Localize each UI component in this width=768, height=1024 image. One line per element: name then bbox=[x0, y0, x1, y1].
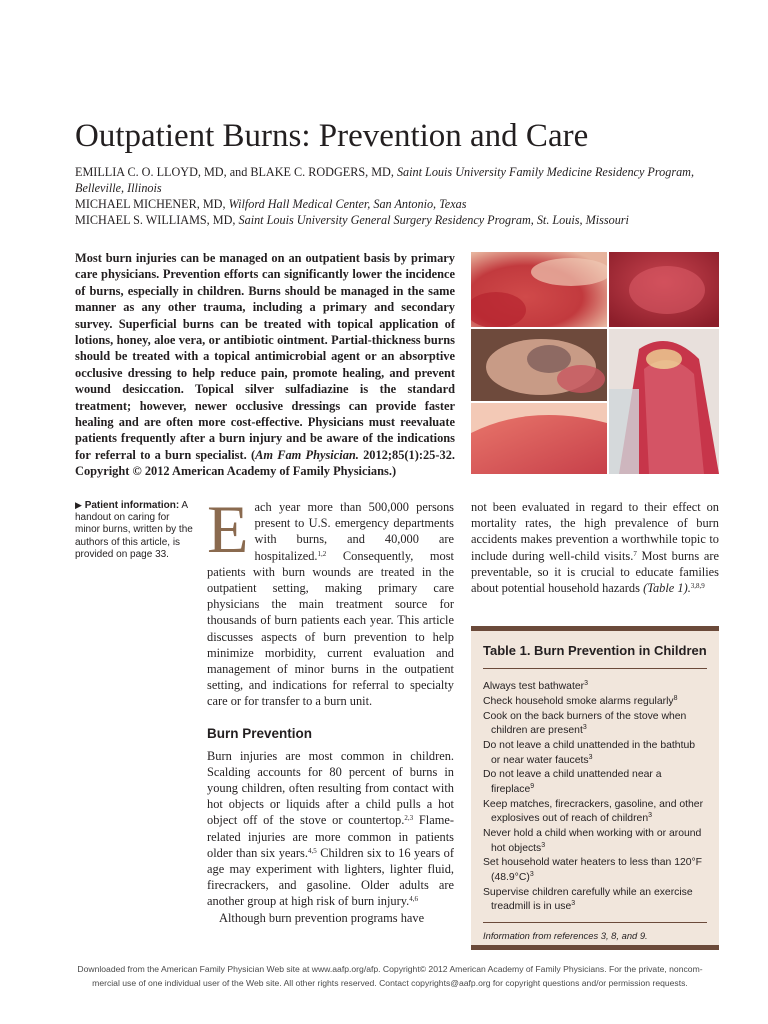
section-heading: Burn Prevention bbox=[207, 725, 313, 741]
author-line bbox=[75, 180, 725, 196]
table-item bbox=[483, 710, 707, 739]
burn-photo-tile bbox=[609, 329, 719, 474]
table-item bbox=[483, 856, 707, 885]
author-line bbox=[75, 212, 725, 228]
reference-sup: 4,5 bbox=[307, 846, 317, 855]
patient-information-lead: Patient information: bbox=[84, 500, 180, 511]
table-item-text: Check household smoke alarms regularly bbox=[483, 695, 674, 707]
reference-sup: 3 bbox=[648, 812, 653, 820]
footer-line: Downloaded from the American Family Physician Web site at www.aafp.org/afp. Copyright© 2012 American Academy of Family Physicians. For the private, noncom- bbox=[77, 964, 703, 974]
body-text: Children six to 16 years of age may experiment with lighters, lighter fluid, firecrackers, and gasoline. Older adults are another group at high risk of burn injury. bbox=[207, 845, 454, 909]
table-divider bbox=[483, 668, 707, 669]
reference-sup: 8 bbox=[673, 694, 678, 702]
body-paragraph bbox=[207, 748, 454, 910]
intro-paragraph bbox=[207, 491, 454, 710]
author-affiliation: Saint Louis University General Surgery Residency Program, St. Louis, Missouri bbox=[238, 213, 629, 227]
body-text: Most burns are preventable, so it is crucial to educate families about potential household hazards bbox=[471, 548, 719, 596]
body-paragraph bbox=[207, 910, 454, 926]
table-item-text: Do not leave a child unattended in the bathtub or near water faucets bbox=[483, 739, 696, 766]
reference-sup: 3,8,9 bbox=[690, 582, 705, 591]
author-line bbox=[75, 196, 725, 212]
body-column-right bbox=[471, 499, 719, 596]
table-list bbox=[483, 680, 707, 915]
author-affiliation-cont: Belleville, Illinois bbox=[75, 181, 162, 195]
table-item-text: Supervise children carefully while an exercise treadmill is in use bbox=[483, 886, 693, 913]
abstract-text: Most burn injuries can be managed on an outpatient basis by primary care physicians. Prevention efforts can significantly lower the incidence of burns, especially in children. Burns should be managed in the same manner as any other trauma, including a primary and secondary survey. Superficial burns can be treated with topical application of lotions, honey, aloe vera, or antibiotic ointment. Partial-thickness burns should be treated with a topical antimicrobial agent or an absorptive occlusive dressing to help reduce pain, promote healing, and prevent wound desiccation. Topical silver sulfadiazine is the standard treatment; however, newer occlusive dressings can provide faster healing and are often more cost-effective. Physicians must reevaluate patients frequently after a burn injury and be aware of the indications for referral to a burn specialist. ( bbox=[75, 251, 455, 462]
abstract-citation: 2012;85(1):25-32. Copyright © 2012 American Academy of Family Physicians.) bbox=[75, 447, 455, 479]
body-column-left bbox=[207, 491, 454, 926]
body-text: Flame-related injuries are more common in patients older than six years. bbox=[207, 813, 454, 860]
patient-information-text: A handout on caring for minor burns, written by the authors of this article, is provided on page 33. bbox=[75, 500, 193, 560]
reference-sup: 4,6 bbox=[409, 895, 418, 904]
body-text: ach year more than 500,000 persons present to U.S. emergency departments with burns, and 40,000 are hospitalized. bbox=[254, 500, 454, 563]
reference-sup: 9 bbox=[530, 782, 535, 790]
author-names: MICHAEL S. WILLIAMS, MD, bbox=[75, 213, 236, 227]
author-affiliation: Wilford Hall Medical Center, San Antonio, Texas bbox=[228, 197, 467, 211]
table-footnote: Information from references 3, 8, and 9. bbox=[483, 930, 648, 941]
reference-sup: 3 bbox=[582, 724, 587, 732]
author-names: MICHAEL MICHENER, MD, bbox=[75, 197, 226, 211]
burn-photo-collage bbox=[471, 252, 719, 474]
table-item bbox=[483, 739, 707, 768]
triangle-marker-icon: ▶ bbox=[75, 500, 82, 510]
body-text: Although burn prevention programs have bbox=[219, 910, 425, 925]
reference-sup: 2,3 bbox=[404, 814, 414, 823]
table-item bbox=[483, 695, 707, 710]
body-text: not been evaluated in regard to their effect on mortality rates, the high prevalence of burn accidents makes prevention a worthwhile topic to include during well-child visits. bbox=[471, 500, 719, 563]
author-line bbox=[75, 164, 725, 180]
table-item-text: Never hold a child when working with or around hot objects bbox=[483, 828, 702, 854]
author-names: EMILLIA C. O. LLOYD, MD, and BLAKE C. RODGERS, MD, bbox=[75, 165, 394, 179]
body-text: Consequently, most patients with burn wounds are treated in the outpatient setting, making primary care physicians the main treatment source for thousands of burn patients each year. This article discusses aspects of burn prevention to help minimize morbidity, current evaluation and management of minor burns in the outpatient setting, and indications for referral to specialty care or for transfer to a burn unit. bbox=[207, 548, 454, 709]
body-text: Burn injuries are most common in children. Scalding accounts for 80 percent of burns in young children, often resulting from contact with hot objects or liquids after a child pulls a hot object off of the stove or countertop. bbox=[207, 748, 454, 828]
table-divider bbox=[483, 922, 707, 923]
reference-sup: 3 bbox=[541, 841, 546, 849]
table-item-text: Always test bathwater bbox=[483, 681, 585, 692]
reference-sup: 7 bbox=[633, 549, 637, 558]
reference-sup: 3 bbox=[571, 900, 576, 908]
table-item bbox=[483, 827, 707, 856]
table-item-text: Keep matches, firecrackers, gasoline, and other explosives out of reach of children bbox=[483, 798, 704, 825]
patient-information-note bbox=[75, 499, 193, 561]
page-footer bbox=[60, 962, 720, 990]
reference-sup: 3 bbox=[588, 753, 593, 761]
burn-photo-tile bbox=[609, 252, 719, 327]
reference-sup: 3 bbox=[584, 680, 588, 687]
table-item bbox=[483, 680, 707, 695]
table-reference-link: (Table 1). bbox=[643, 581, 691, 596]
table-item bbox=[483, 798, 707, 827]
burn-photo-tile bbox=[471, 252, 607, 327]
journal-name: Am Fam Physician. bbox=[255, 447, 359, 462]
author-block bbox=[75, 164, 725, 228]
table-item bbox=[483, 768, 707, 797]
burn-prevention-table bbox=[471, 626, 719, 950]
table-item bbox=[483, 886, 707, 915]
table-item-text: Do not leave a child unattended near a fireplace bbox=[483, 769, 662, 795]
article-title: Outpatient Burns: Prevention and Care bbox=[75, 118, 589, 154]
table-item-text: Set household water heaters to less than 120°F (48.9°C) bbox=[483, 857, 703, 884]
abstract bbox=[75, 250, 455, 480]
drop-cap: E bbox=[207, 491, 249, 567]
burn-photo-tile bbox=[471, 403, 607, 474]
table-item-text: Cook on the back burners of the stove when children are present bbox=[483, 710, 687, 737]
author-affiliation: Saint Louis University Family Medicine Residency Program, bbox=[396, 165, 695, 179]
reference-sup: 3 bbox=[529, 871, 534, 879]
table-title: Table 1. Burn Prevention in Children bbox=[483, 643, 707, 658]
reference-sup: 1,2 bbox=[317, 549, 327, 558]
footer-line: mercial use of one individual user of the Web site. All other rights reserved. Contact copyrights@aafp.org for copyright questions and/or permission requests. bbox=[92, 978, 688, 988]
burn-photo-tile bbox=[471, 329, 607, 401]
